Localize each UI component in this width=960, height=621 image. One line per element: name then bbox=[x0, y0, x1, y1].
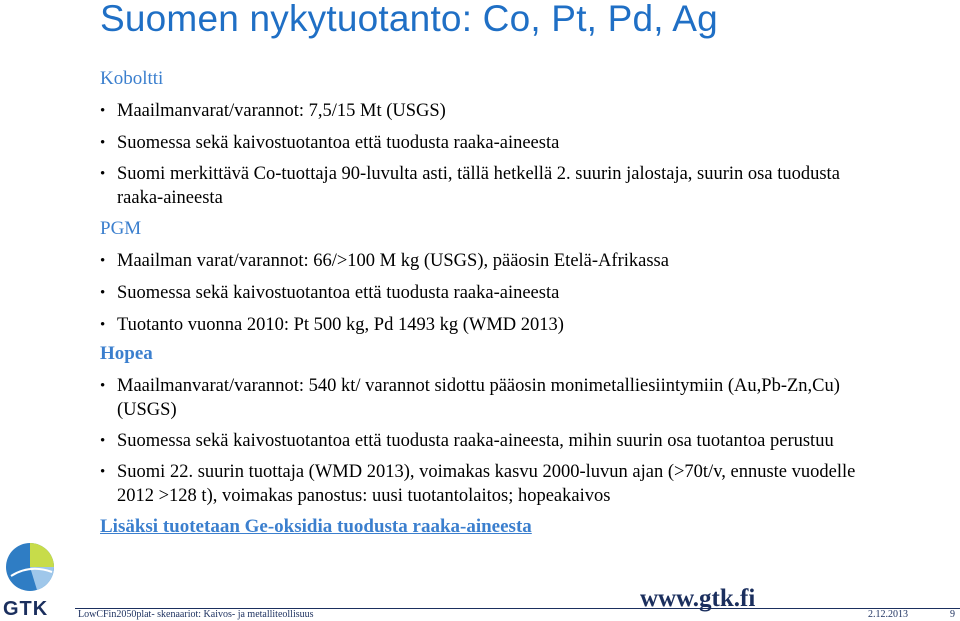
bullet-icon: • bbox=[100, 135, 106, 151]
bullet-text: Suomessa sekä kaivostuotantoa että tuodusta raaka-aineesta bbox=[117, 133, 560, 153]
list-item bbox=[100, 99, 880, 123]
bullet-icon: • bbox=[100, 285, 106, 301]
bullet-text: Suomessa sekä kaivostuotantoa että tuodusta raaka-aineesta bbox=[117, 283, 560, 303]
bullet-text: Maailman varat/varannot: 66/>100 M kg (USGS), pääosin Etelä-Afrikassa bbox=[117, 251, 669, 271]
footer-url[interactable]: www.gtk.fi bbox=[640, 585, 756, 612]
bullet-icon: • bbox=[100, 166, 106, 182]
bullet-icon: • bbox=[100, 464, 106, 480]
list-item bbox=[100, 281, 880, 305]
list-item bbox=[100, 429, 930, 453]
gtk-logo-icon bbox=[5, 542, 55, 592]
footer-presentation-title: LowCFin2050plat- skenaariot: Kaivos- ja metalliteollisuus bbox=[78, 609, 314, 620]
list-item bbox=[100, 374, 870, 422]
list-item bbox=[100, 162, 880, 210]
section-heading-pgm: PGM bbox=[100, 218, 142, 239]
list-item bbox=[100, 131, 880, 155]
bullet-text: Tuotanto vuonna 2010: Pt 500 kg, Pd 1493 kg (WMD 2013) bbox=[117, 315, 564, 335]
bullet-text: Maailmanvarat/varannot: 7,5/15 Mt (USGS) bbox=[117, 101, 446, 121]
list-item bbox=[100, 249, 880, 273]
page-number: 9 bbox=[950, 609, 955, 620]
bullet-icon: • bbox=[100, 433, 106, 449]
section-heading-hopea: Hopea bbox=[100, 343, 153, 364]
bullet-icon: • bbox=[100, 317, 106, 333]
bullet-text: Maailmanvarat/varannot: 540 kt/ varannot sidottu pääosin monimetalliesiintymiin (Au,Pb-Zn,Cu)(USGS) bbox=[117, 376, 840, 420]
bullet-icon: • bbox=[100, 378, 106, 394]
section-heading-koboltti: Koboltti bbox=[100, 68, 164, 89]
slide-title: Suomen nykytuotanto: Co, Pt, Pd, Ag bbox=[100, 0, 718, 39]
bullet-text: Suomi 22. suurin tuottaja (WMD 2013), voimakas kasvu 2000-luvun ajan (>70t/v, ennuste vuodelle 2012 >128 t), voimakas panostus: uusi tuotantolaitos; hopeakaivos bbox=[117, 462, 856, 506]
closing-note: Lisäksi tuotetaan Ge-oksidia tuodusta raaka-aineesta bbox=[100, 516, 532, 537]
list-item bbox=[100, 313, 880, 337]
gtk-logo-text: GTK bbox=[3, 598, 49, 620]
footer-date: 2.12.2013 bbox=[868, 609, 908, 620]
bullet-text: Suomi merkittävä Co-tuottaja 90-luvulta asti, tällä hetkellä 2. suurin jalostaja, suurin osa tuodusta raaka-aineesta bbox=[117, 164, 840, 208]
bullet-text: Suomessa sekä kaivostuotantoa että tuodusta raaka-aineesta, mihin suurin osa tuotantoa perustuu bbox=[117, 431, 834, 451]
bullet-icon: • bbox=[100, 103, 106, 119]
list-item bbox=[100, 460, 890, 508]
bullet-icon: • bbox=[100, 253, 106, 269]
